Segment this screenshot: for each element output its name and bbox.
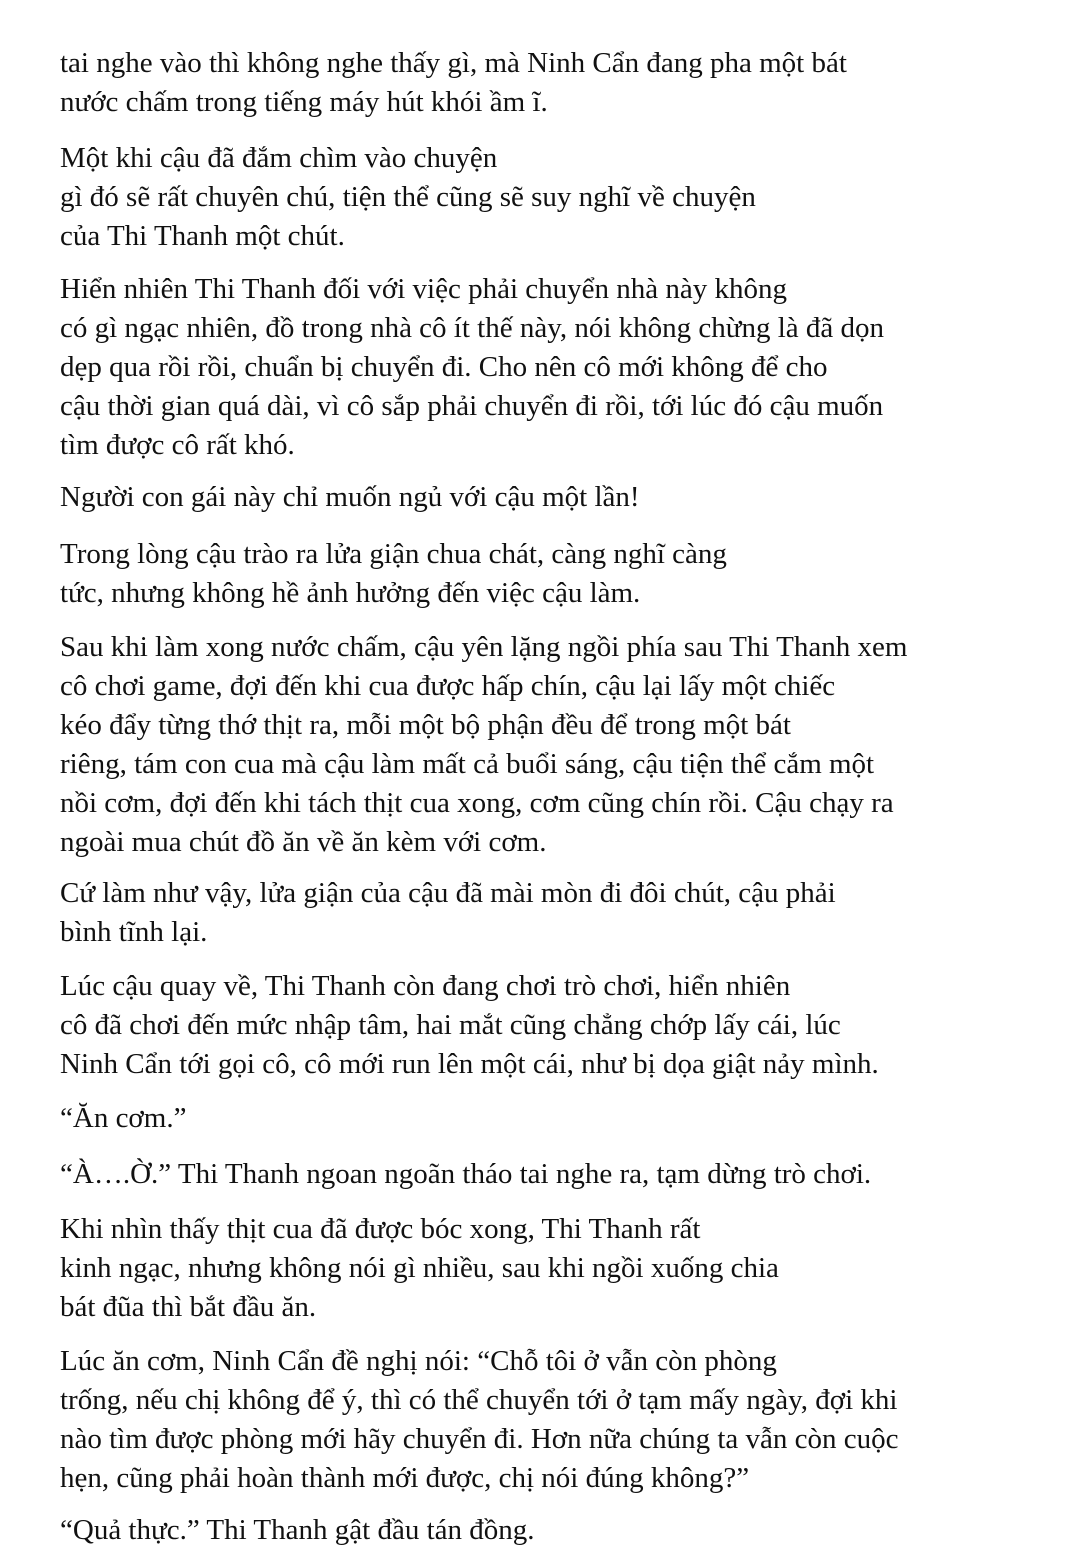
text-line: kéo đẩy từng thớ thịt ra, mỗi một bộ phận đều để trong một bát: [60, 709, 791, 741]
text-line: gì đó sẽ rất chuyên chú, tiện thể cũng sẽ suy nghĩ về chuyện: [60, 181, 756, 213]
paragraph-1: [60, 44, 847, 122]
text-line: Ninh Cẩn tới gọi cô, cô mới run lên một cái, như bị dọa giật nảy mình.: [60, 1048, 879, 1080]
text-line: “À….Ờ.” Thi Thanh ngoan ngoãn tháo tai nghe ra, tạm dừng trò chơi.: [60, 1158, 872, 1190]
text-line: riêng, tám con cua mà cậu làm mất cả buổi sáng, cậu tiện thể cắm một: [60, 748, 875, 780]
paragraph-4: [60, 478, 640, 517]
text-line: Sau khi làm xong nước chấm, cậu yên lặng ngồi phía sau Thi Thanh xem: [60, 631, 908, 663]
text-line: cô đã chơi đến mức nhập tâm, hai mắt cũng chẳng chớp lấy cái, lúc: [60, 1009, 841, 1041]
text-line: Trong lòng cậu trào ra lửa giận chua chát, càng nghĩ càng: [60, 538, 727, 570]
text-line: bát đũa thì bắt đầu ăn.: [60, 1291, 317, 1323]
text-line: có gì ngạc nhiên, đồ trong nhà cô ít thế này, nói không chừng là đã dọn: [60, 312, 885, 344]
paragraph-7: [60, 874, 836, 952]
text-line: Khi nhìn thấy thịt cua đã được bóc xong, Thi Thanh rất: [60, 1213, 701, 1245]
paragraph-5: [60, 535, 727, 613]
text-line: Một khi cậu đã đắm chìm vào chuyện: [60, 142, 498, 174]
text-line: nước chấm trong tiếng máy hút khói ầm ĩ.: [60, 86, 548, 118]
text-line: cô chơi game, đợi đến khi cua được hấp chín, cậu lại lấy một chiếc: [60, 670, 836, 702]
text-line: “Quả thực.” Thi Thanh gật đầu tán đồng.: [60, 1514, 535, 1546]
paragraph-6: [60, 628, 907, 862]
paragraph-3: [60, 270, 884, 465]
paragraph-12: [60, 1342, 899, 1498]
text-line: Lúc ăn cơm, Ninh Cẩn đề nghị nói: “Chỗ tôi ở vẫn còn phòng: [60, 1345, 777, 1377]
text-line: trống, nếu chị không để ý, thì có thể chuyển tới ở tạm mấy ngày, đợi khi: [60, 1384, 898, 1416]
paragraph-8: [60, 967, 879, 1084]
paragraph-11: [60, 1210, 779, 1327]
text-line: của Thi Thanh một chút.: [60, 220, 345, 252]
text-line: cậu thời gian quá dài, vì cô sắp phải chuyển đi rồi, tới lúc đó cậu muốn: [60, 390, 884, 422]
paragraph-2: [60, 139, 756, 256]
text-line: Hiển nhiên Thi Thanh đối với việc phải chuyển nhà này không: [60, 273, 788, 305]
paragraph-13: [60, 1511, 535, 1550]
paragraph-10: [60, 1155, 871, 1194]
text-line: Lúc cậu quay về, Thi Thanh còn đang chơi trò chơi, hiển nhiên: [60, 970, 791, 1002]
text-line: “Ăn cơm.”: [60, 1102, 187, 1134]
text-line: Cứ làm như vậy, lửa giận của cậu đã mài mòn đi đôi chút, cậu phải: [60, 877, 836, 909]
text-line: Người con gái này chỉ muốn ngủ với cậu một lần!: [60, 481, 640, 513]
text-line: nồi cơm, đợi đến khi tách thịt cua xong, cơm cũng chín rồi. Cậu chạy ra: [60, 787, 894, 819]
text-line: bình tĩnh lại.: [60, 916, 208, 948]
text-line: tìm được cô rất khó.: [60, 429, 295, 461]
text-line: tức, nhưng không hề ảnh hưởng đến việc cậu làm.: [60, 577, 641, 609]
text-line: nào tìm được phòng mới hãy chuyển đi. Hơn nữa chúng ta vẫn còn cuộc: [60, 1423, 899, 1455]
paragraph-9: [60, 1099, 186, 1138]
text-line: ngoài mua chút đồ ăn về ăn kèm với cơm.: [60, 826, 547, 858]
text-line: hẹn, cũng phải hoàn thành mới được, chị nói đúng không?”: [60, 1462, 750, 1494]
text-line: kinh ngạc, nhưng không nói gì nhiều, sau khi ngồi xuống chia: [60, 1252, 779, 1284]
text-line: tai nghe vào thì không nghe thấy gì, mà Ninh Cẩn đang pha một bát: [60, 47, 847, 79]
text-line: dẹp qua rồi rồi, chuẩn bị chuyển đi. Cho nên cô mới không để cho: [60, 351, 828, 383]
